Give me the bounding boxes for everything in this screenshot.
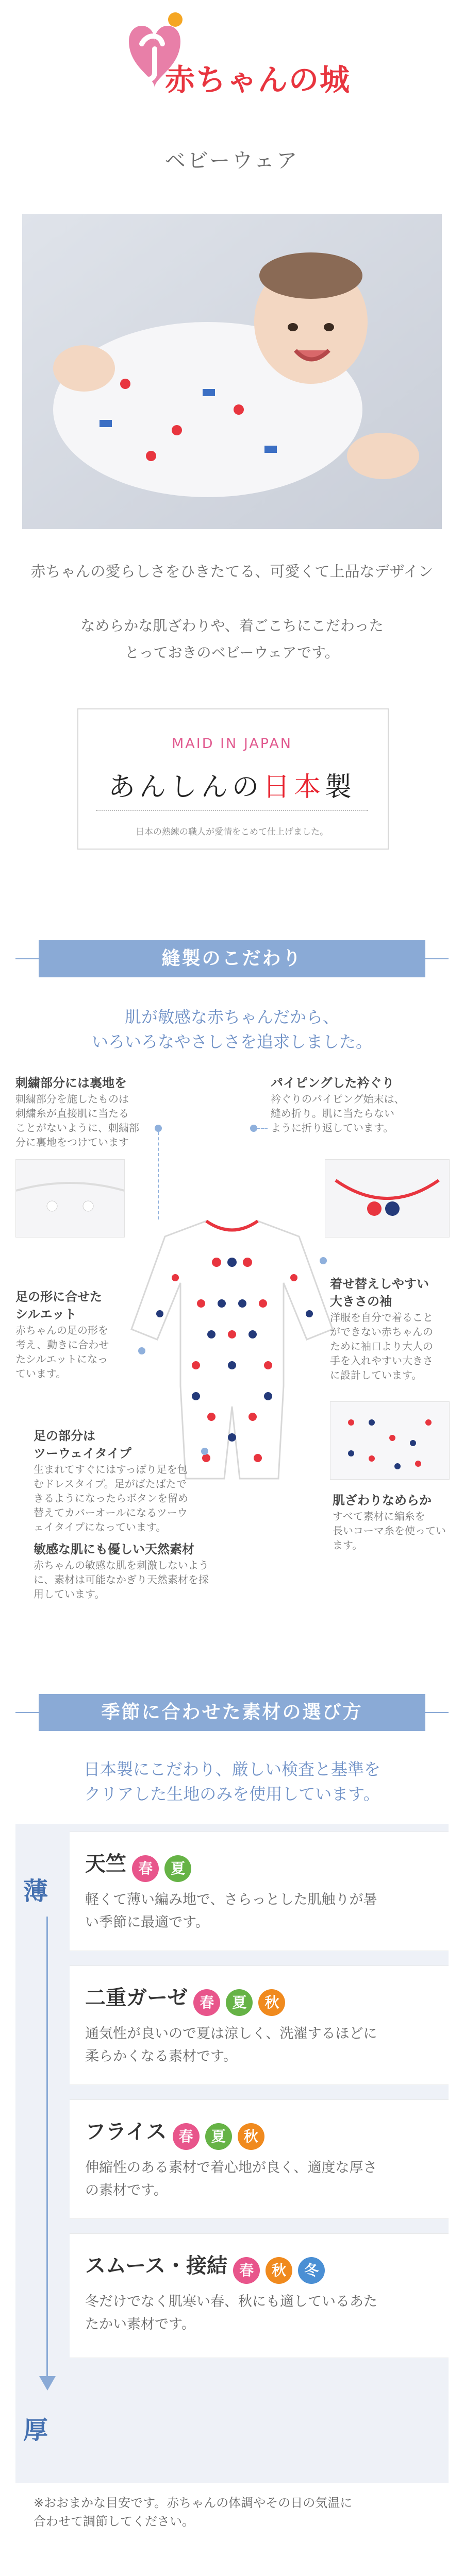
title-post: 製 [325,772,356,803]
feature-body-line: ように折り返しています。 [271,1122,394,1134]
feature-embroidery-lining [15,1074,180,1149]
material-header [85,2115,264,2150]
feature-body-line: ます。 [333,1539,363,1551]
season-badge-summer: 夏 [164,1855,191,1882]
material-name: 二重ガーゼ [85,1986,188,2010]
hero-copy-line: なめらかな肌ざわりや、着ごこちにこだわった [80,617,384,634]
brand-name: 赤ちゃんの城 [165,62,351,97]
material-desc-line: たかい素材です。 [85,2316,195,2332]
feature-body-line: に、素材は可能なかぎり天然素材を採 [34,1573,209,1586]
materials-lead [0,1757,464,1806]
season-badge-autumn: 秋 [266,2257,292,2284]
material-header [85,1848,191,1882]
detail-photo-embroidery [15,1159,125,1238]
thin-label: 薄 [23,1877,48,1906]
note-line: 合わせて調節してください。 [34,2514,194,2529]
feature-title: 足の形に合せた シルエット [15,1290,102,1321]
callout-dot [155,1125,162,1132]
material-desc-line: い季節に最適です。 [85,1914,209,1930]
arrow-down-icon [39,2376,56,2391]
feature-body-line: 用しています。 [34,1588,105,1600]
feature-body-line: に設計しています。 [330,1369,422,1381]
material-header [85,1981,285,2016]
material-desc-line: の素材です。 [85,2182,168,2198]
feature-body-line: 分に裏地をつけています [15,1136,129,1148]
title-pre: あんしんの [108,772,263,803]
note-line: ※おおまかな目安です。赤ちゃんの体調やその日の気温に [34,2496,353,2510]
made-in-japan-label: MAID IN JAPAN [171,736,293,752]
callout-line [257,1128,268,1129]
feature-body-line: ています。 [15,1367,67,1380]
material-desc-line: 伸縮性のある素材で着心地が良く、適度な厚さ [85,2160,377,2176]
material-name: 天竺 [85,1852,126,1876]
baby-photo [22,214,442,529]
feature-sleeve-size [330,1275,459,1382]
feature-body-line: 洋服を自分で着ること [330,1311,433,1324]
season-badge-spring: 春 [173,2123,200,2150]
feature-body [271,1092,456,1135]
thickness-arrow-line [46,1917,48,2380]
feature-body-line: すべて素材に編糸を [333,1510,425,1522]
divider [96,810,368,811]
lead-line: クリアした生地のみを使用しています。 [84,1784,380,1804]
feature-title: 刺繍部分には裏地を [15,1076,127,1090]
feature-title: 肌ざわりなめらか [333,1493,432,1507]
feature-natural-material [34,1540,302,1601]
section-banner-sewing: 縫製のこだわり [39,940,425,977]
feature-body-line: 手を入れやすい大きさ [330,1354,433,1367]
made-in-japan-note: 日本の熟練の職人が愛情をこめて仕上げました。 [136,827,328,837]
feature-title: 敏感な肌にも優しい天然素材 [34,1542,194,1556]
feature-body-line: 縫め折り。肌に当たらない [271,1107,394,1120]
feature-piping-collar [271,1074,456,1135]
material-name: スムース・接結 [85,2254,227,2278]
material-card-rib [70,2099,449,2219]
section-banner-materials: 季節に合わせた素材の選び方 [39,1694,425,1731]
feature-smooth-touch [333,1492,456,1552]
sewing-lead [0,1005,464,1054]
feature-body-line: 考え、動きに合わせ [15,1338,109,1351]
callout-dot [201,1448,208,1455]
feature-title: 足の部分は ツーウェイタイプ [34,1429,131,1461]
feature-two-way [34,1427,214,1534]
material-desc [85,1889,377,1934]
material-desc [85,2291,377,2336]
feature-leg-silhouette [15,1288,129,1381]
material-desc [85,2023,377,2068]
material-desc-line: 通気性が良いので夏は涼しく、洗濯するほどに [85,2026,377,2042]
material-card-tenjiku [70,1832,449,1951]
season-badge-autumn: 秋 [238,2123,264,2150]
season-badge-summer: 夏 [226,1989,253,2016]
feature-body-line: 赤ちゃんの足の形を [15,1324,108,1336]
feature-title: 着せ替えしやすい 大きさの袖 [330,1277,429,1309]
feature-title: パイピングした衿ぐり [271,1076,394,1090]
feature-body [15,1092,180,1149]
feature-body-line: ェイタイプになっています。 [34,1521,167,1533]
material-desc-line: 冬だけでなく肌寒い春、秋にも適しているあた [85,2294,377,2310]
feature-body-line: 替えてカバーオールになるツーウ [34,1506,188,1519]
feature-body-line: 生まれてすぐにはすっぽり足を包 [34,1463,188,1476]
material-card-double-gauze [70,1965,449,2085]
materials-note [34,2494,441,2531]
title-red: 日本 [262,772,325,803]
season-badge-spring: 春 [132,1855,159,1882]
page-subtitle: ベビーウェア [164,149,300,173]
material-header [85,2249,325,2284]
callout-dot [250,1125,257,1132]
thick-label: 厚 [23,2416,48,2445]
feature-body-line: むドレスタイプ。足がばたばたで [34,1478,187,1490]
season-badge-autumn: 秋 [258,1989,285,2016]
lead-line: いろいろなやさしさを追求しました。 [91,1032,372,1052]
made-in-japan-title [0,765,464,804]
feature-body [330,1310,459,1382]
lead-line: 日本製にこだわり、厳しい検査と基準を [83,1759,380,1779]
feature-body [34,1462,214,1534]
season-badge-spring: 春 [193,1989,220,2016]
feature-body-line: 赤ちゃんの敏感な肌を刺激しないよう [34,1559,209,1571]
hero-copy-line: 赤ちゃんの愛らしさをひきたてる、可愛くて上品なデザイン [30,563,434,580]
feature-body-line: 刺繍部分を施したものは [15,1093,129,1105]
material-card-smooth [70,2233,449,2358]
material-name: フライス [85,2120,167,2144]
detail-photo-collar [325,1159,450,1238]
season-badge-spring: 春 [233,2257,260,2284]
callout-dot [320,1257,327,1264]
feature-body [333,1509,456,1552]
feature-body [15,1323,129,1381]
season-badge-summer: 夏 [205,2123,232,2150]
feature-body-line: 長いコーマ糸を使ってい [333,1524,446,1537]
feature-body-line: きるようになったらボタンを留め [34,1492,188,1504]
feature-body-line: たシルエットになっ [15,1353,108,1365]
detail-photo-fabric [330,1401,450,1480]
feature-body-line: ために袖口より大人の [330,1340,433,1352]
feature-body-line: 衿ぐりのパイピング始末は、 [271,1093,405,1105]
feature-body-line: 刺繍糸が直接肌に当たる [15,1107,129,1120]
season-badge-winter: 冬 [298,2257,325,2284]
feature-body-line: ができない赤ちゃんの [330,1326,433,1338]
material-desc-line: 柔らかくなる素材です。 [85,2048,237,2064]
hero-copy-block [0,613,464,666]
material-desc-line: 軽くて薄い編み地で、さらっとした肌触りが暑 [85,1892,377,1908]
callout-dot [138,1347,145,1354]
material-desc [85,2157,377,2202]
lead-line: 肌が敏感な赤ちゃんだから、 [124,1007,339,1027]
hero-copy-line: とっておきのベビーウェアです。 [125,644,339,661]
feature-body-line: ことがないように、刺繍部 [15,1122,139,1134]
feature-body [34,1558,302,1601]
